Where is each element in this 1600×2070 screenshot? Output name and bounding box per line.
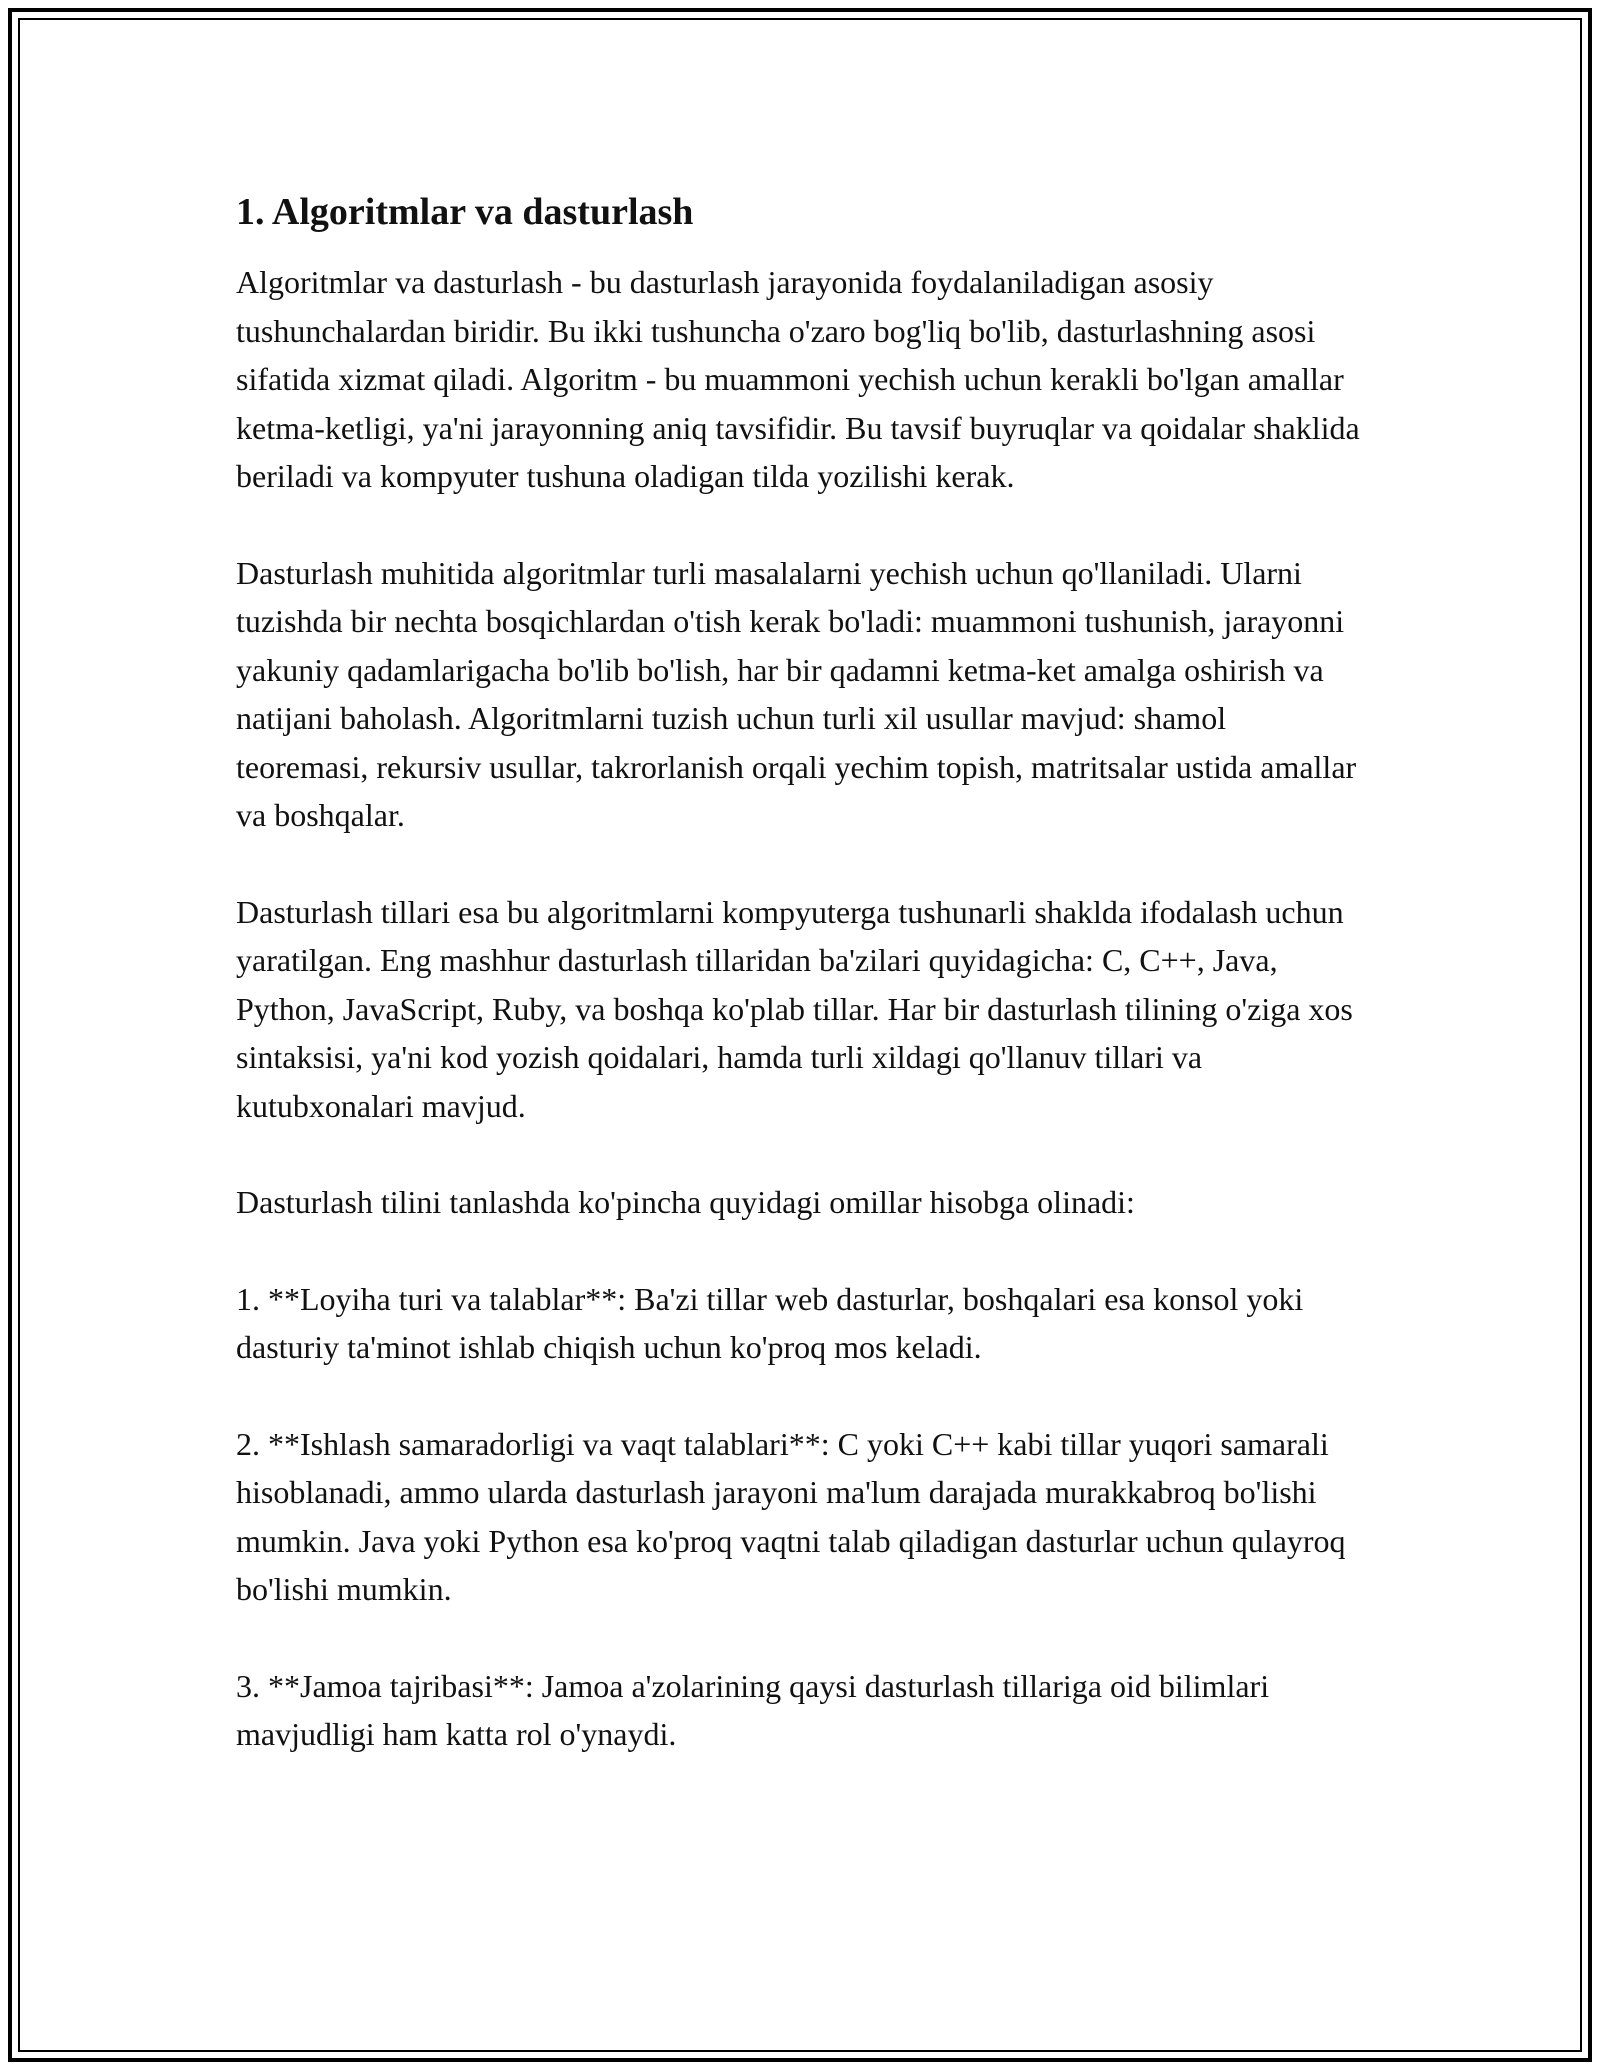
- page-title: 1. Algoritmlar va dasturlash: [236, 191, 694, 233]
- document-body: [236, 186, 1364, 1759]
- paragraph-intro: Algoritmlar va dasturlash - bu dasturlash jarayonida foydalaniladigan asosiy tushunchalardan biridir. Bu ikki tushuncha o'zaro bog'liq bo'lib, dasturlashning asosi sifatida xizmat qiladi. Algoritm - bu muammoni yechish uchun kerakli bo'lgan amallar ketma-ketligi, ya'ni jarayonning aniq tavsifidir. Bu tavsif buyruqlar va qoidalar shaklida beriladi va kompyuter tushuna oladigan tilda yozilishi kerak.: [236, 264, 1360, 494]
- paragraph-algorithms: Dasturlash muhitida algoritmlar turli masalalarni yechish uchun qo'llaniladi. Ularni tuzishda bir nechta bosqichlardan o'tish kerak bo'ladi: muammoni tushunish, jarayonni yakuniy qadamlarigacha bo'lib bo'lish, har bir qadamni ketma-ket amalga oshirish va natijani baholash. Algoritmlarni tuzish uchun turli xil usullar mavjud: shamol teoremasi, rekursiv usullar, takrorlanish orqali yechim topish, matritsalar ustida amallar va boshqalar.: [236, 554, 1357, 833]
- list-item-performance: 2. **Ishlash samaradorligi va vaqt talablari**: C yoki C++ kabi tillar yuqori samarali hisoblanadi, ammo ularda dasturlash jarayoni ma'lum darajada murakkabroq bo'lishi mumkin. Java yoki Python esa ko'proq vaqtni talab qiladigan dasturlar uchun qulayroq bo'lishi mumkin.: [236, 1425, 1346, 1607]
- list-item-project-type: 1. **Loyiha turi va talablar**: Ba'zi tillar web dasturlar, boshqalari esa konsol yoki dasturiy ta'minot ishlab chiqish uchun ko'proq mos keladi.: [236, 1280, 1304, 1365]
- paragraph-factors-intro: Dasturlash tilini tanlashda ko'pincha quyidagi omillar hisobga olinadi:: [236, 1184, 1135, 1220]
- paragraph-languages: Dasturlash tillari esa bu algoritmlarni kompyuterga tushunarli shaklda ifodalash uchun yaratilgan. Eng mashhur dasturlash tillaridan ba'zilari quyidagicha: C, C++, Java, Python, JavaScript, Ruby, va boshqa ko'plab tillar. Har bir dasturlash tilining o'ziga xos sintaksisi, ya'ni kod yozish qoidalari, hamda turli xildagi qo'llanuv tillari va kutubxonalari mavjud.: [236, 893, 1353, 1124]
- list-item-team-experience: 3. **Jamoa tajribasi**: Jamoa a'zolarining qaysi dasturlash tillariga oid bilimlari mavjudligi ham katta rol o'ynaydi.: [236, 1667, 1270, 1752]
